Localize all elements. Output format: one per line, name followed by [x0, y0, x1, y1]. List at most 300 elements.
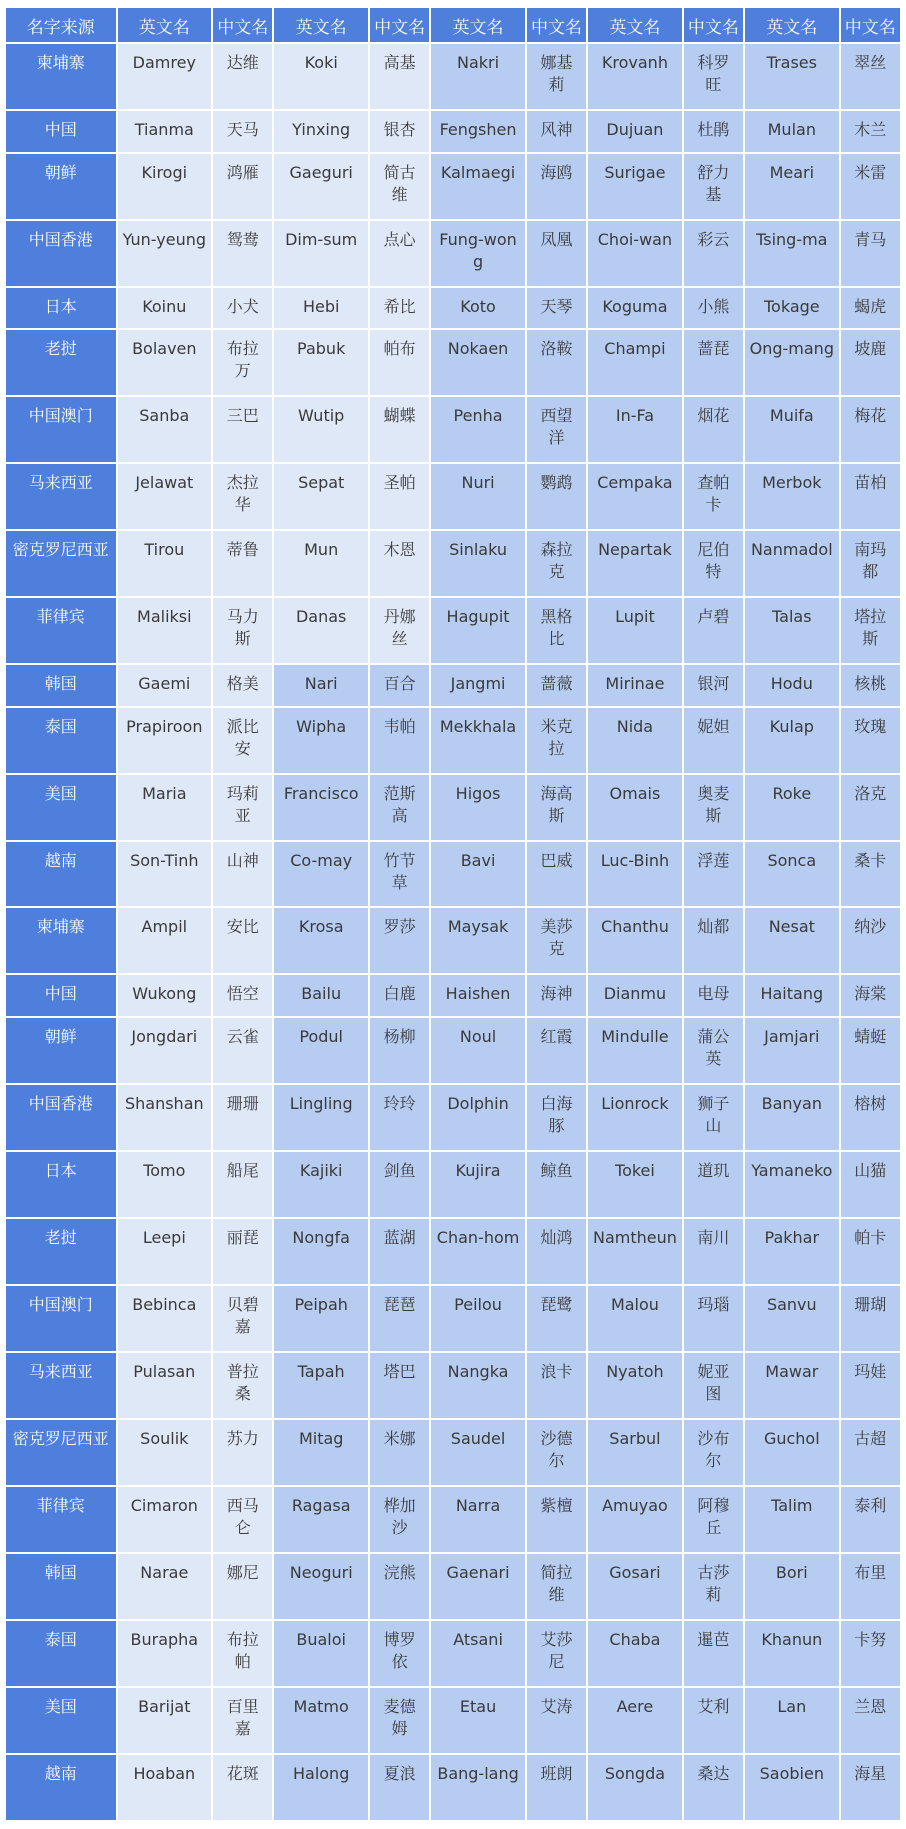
- english-name-cell: Ong-mang: [745, 330, 839, 395]
- chinese-name-cell: 山猫: [841, 1152, 900, 1217]
- english-name-cell: Sanvu: [745, 1286, 839, 1351]
- english-name-cell: Guchol: [745, 1420, 839, 1485]
- table-row: [6, 908, 900, 973]
- english-name-cell: Prapiroon: [118, 708, 212, 773]
- chinese-name-cell: 海神: [527, 975, 586, 1016]
- english-name-cell: Chaba: [588, 1621, 682, 1686]
- english-name-cell: Bolaven: [118, 330, 212, 395]
- table-row: [6, 1621, 900, 1686]
- chinese-name-cell: 塔拉斯: [841, 598, 900, 663]
- english-name-cell: Trases: [745, 44, 839, 109]
- origin-cell: 密克罗尼西亚: [6, 1420, 116, 1485]
- chinese-name-cell: 暹芭: [684, 1621, 743, 1686]
- chinese-name-cell: 查帕卡: [684, 464, 743, 529]
- chinese-name-cell: 班朗: [527, 1755, 586, 1820]
- chinese-name-cell: 森拉克: [527, 531, 586, 596]
- english-name-cell: Nakri: [431, 44, 525, 109]
- chinese-name-cell: 奥麦斯: [684, 775, 743, 840]
- english-name-cell: Tsing-ma: [745, 221, 839, 286]
- english-name-cell: Bori: [745, 1554, 839, 1619]
- chinese-name-cell: 达维: [213, 44, 272, 109]
- chinese-name-cell: 艾涛: [527, 1688, 586, 1753]
- english-name-cell: Neoguri: [274, 1554, 368, 1619]
- origin-cell: 老挝: [6, 1219, 116, 1284]
- chinese-name-cell: 米雷: [841, 154, 900, 219]
- chinese-name-cell: 米娜: [370, 1420, 429, 1485]
- column-header-english: 英文名: [745, 8, 839, 42]
- english-name-cell: Wukong: [118, 975, 212, 1016]
- chinese-name-cell: 三巴: [213, 397, 272, 462]
- table-row: [6, 1554, 900, 1619]
- english-name-cell: Champi: [588, 330, 682, 395]
- english-name-cell: Maria: [118, 775, 212, 840]
- chinese-name-cell: 梅花: [841, 397, 900, 462]
- origin-cell: 中国香港: [6, 221, 116, 286]
- typhoon-names-table-container: [4, 6, 902, 1822]
- english-name-cell: Saudel: [431, 1420, 525, 1485]
- chinese-name-cell: 道玑: [684, 1152, 743, 1217]
- english-name-cell: Mindulle: [588, 1018, 682, 1083]
- origin-cell: 中国: [6, 975, 116, 1016]
- english-name-cell: Higos: [431, 775, 525, 840]
- english-name-cell: Nongfa: [274, 1219, 368, 1284]
- chinese-name-cell: 古超: [841, 1420, 900, 1485]
- origin-cell: 柬埔寨: [6, 44, 116, 109]
- english-name-cell: Koguma: [588, 288, 682, 329]
- english-name-cell: Lionrock: [588, 1085, 682, 1150]
- origin-cell: 马来西亚: [6, 1353, 116, 1418]
- chinese-name-cell: 西马仑: [213, 1487, 272, 1552]
- english-name-cell: Muifa: [745, 397, 839, 462]
- english-name-cell: Tapah: [274, 1353, 368, 1418]
- chinese-name-cell: 坡鹿: [841, 330, 900, 395]
- english-name-cell: Nyatoh: [588, 1353, 682, 1418]
- english-name-cell: Atsani: [431, 1621, 525, 1686]
- english-name-cell: Dianmu: [588, 975, 682, 1016]
- english-name-cell: Sinlaku: [431, 531, 525, 596]
- column-header-english: 英文名: [431, 8, 525, 42]
- chinese-name-cell: 韦帕: [370, 708, 429, 773]
- table-row: [6, 397, 900, 462]
- origin-cell: 泰国: [6, 708, 116, 773]
- english-name-cell: Koki: [274, 44, 368, 109]
- origin-cell: 马来西亚: [6, 464, 116, 529]
- chinese-name-cell: 浣熊: [370, 1554, 429, 1619]
- chinese-name-cell: 艾莎尼: [527, 1621, 586, 1686]
- chinese-name-cell: 海高斯: [527, 775, 586, 840]
- chinese-name-cell: 普拉桑: [213, 1353, 272, 1418]
- chinese-name-cell: 贝碧嘉: [213, 1286, 272, 1351]
- chinese-name-cell: 蓝湖: [370, 1219, 429, 1284]
- chinese-name-cell: 鸿雁: [213, 154, 272, 219]
- chinese-name-cell: 高基: [370, 44, 429, 109]
- chinese-name-cell: 银杏: [370, 111, 429, 152]
- english-name-cell: Wipha: [274, 708, 368, 773]
- english-name-cell: Hagupit: [431, 598, 525, 663]
- english-name-cell: Peilou: [431, 1286, 525, 1351]
- english-name-cell: Mawar: [745, 1353, 839, 1418]
- chinese-name-cell: 塔巴: [370, 1353, 429, 1418]
- table-row: [6, 1353, 900, 1418]
- chinese-name-cell: 狮子山: [684, 1085, 743, 1150]
- chinese-name-cell: 浪卡: [527, 1353, 586, 1418]
- column-header-english: 英文名: [274, 8, 368, 42]
- chinese-name-cell: 蜻蜓: [841, 1018, 900, 1083]
- english-name-cell: Hodu: [745, 665, 839, 706]
- table-row: [6, 1755, 900, 1820]
- english-name-cell: Mekkhala: [431, 708, 525, 773]
- english-name-cell: Danas: [274, 598, 368, 663]
- table-row: [6, 154, 900, 219]
- origin-cell: 中国: [6, 111, 116, 152]
- chinese-name-cell: 杜鹃: [684, 111, 743, 152]
- english-name-cell: Sonca: [745, 842, 839, 907]
- origin-cell: 日本: [6, 288, 116, 329]
- origin-cell: 菲律宾: [6, 1487, 116, 1552]
- english-name-cell: Pabuk: [274, 330, 368, 395]
- chinese-name-cell: 蔷琵: [684, 330, 743, 395]
- english-name-cell: Maysak: [431, 908, 525, 973]
- english-name-cell: Bebinca: [118, 1286, 212, 1351]
- chinese-name-cell: 泰利: [841, 1487, 900, 1552]
- chinese-name-cell: 紫檀: [527, 1487, 586, 1552]
- table-row: [6, 221, 900, 286]
- english-name-cell: Koto: [431, 288, 525, 329]
- chinese-name-cell: 黑格比: [527, 598, 586, 663]
- chinese-name-cell: 天琴: [527, 288, 586, 329]
- english-name-cell: Sanba: [118, 397, 212, 462]
- table-row: [6, 464, 900, 529]
- chinese-name-cell: 悟空: [213, 975, 272, 1016]
- origin-cell: 中国澳门: [6, 397, 116, 462]
- english-name-cell: Tokei: [588, 1152, 682, 1217]
- english-name-cell: Haishen: [431, 975, 525, 1016]
- chinese-name-cell: 科罗旺: [684, 44, 743, 109]
- chinese-name-cell: 翠丝: [841, 44, 900, 109]
- typhoon-names-table: [4, 6, 902, 1822]
- chinese-name-cell: 小熊: [684, 288, 743, 329]
- chinese-name-cell: 海棠: [841, 975, 900, 1016]
- chinese-name-cell: 灿都: [684, 908, 743, 973]
- table-row: [6, 1018, 900, 1083]
- english-name-cell: Jamjari: [745, 1018, 839, 1083]
- chinese-name-cell: 米克拉: [527, 708, 586, 773]
- english-name-cell: Nanmadol: [745, 531, 839, 596]
- chinese-name-cell: 彩云: [684, 221, 743, 286]
- chinese-name-cell: 电母: [684, 975, 743, 1016]
- column-header-chinese: 中文名: [213, 8, 272, 42]
- chinese-name-cell: 范斯高: [370, 775, 429, 840]
- column-header-chinese: 中文名: [527, 8, 586, 42]
- english-name-cell: Nari: [274, 665, 368, 706]
- chinese-name-cell: 杰拉华: [213, 464, 272, 529]
- origin-cell: 密克罗尼西亚: [6, 531, 116, 596]
- chinese-name-cell: 珊珊: [213, 1085, 272, 1150]
- english-name-cell: Lan: [745, 1688, 839, 1753]
- chinese-name-cell: 百里嘉: [213, 1688, 272, 1753]
- chinese-name-cell: 洛克: [841, 775, 900, 840]
- english-name-cell: Talim: [745, 1487, 839, 1552]
- chinese-name-cell: 灿鸿: [527, 1219, 586, 1284]
- table-row: [6, 1487, 900, 1552]
- chinese-name-cell: 竹节草: [370, 842, 429, 907]
- chinese-name-cell: 桦加沙: [370, 1487, 429, 1552]
- chinese-name-cell: 马力斯: [213, 598, 272, 663]
- english-name-cell: Dim-sum: [274, 221, 368, 286]
- english-name-cell: Cimaron: [118, 1487, 212, 1552]
- origin-cell: 韩国: [6, 1554, 116, 1619]
- chinese-name-cell: 派比安: [213, 708, 272, 773]
- chinese-name-cell: 格美: [213, 665, 272, 706]
- english-name-cell: Yamaneko: [745, 1152, 839, 1217]
- chinese-name-cell: 蝎虎: [841, 288, 900, 329]
- column-header-origin: 名字来源: [6, 8, 116, 42]
- chinese-name-cell: 蝴蝶: [370, 397, 429, 462]
- english-name-cell: Krosa: [274, 908, 368, 973]
- english-name-cell: Nokaen: [431, 330, 525, 395]
- origin-cell: 越南: [6, 1755, 116, 1820]
- chinese-name-cell: 苗柏: [841, 464, 900, 529]
- chinese-name-cell: 海鸥: [527, 154, 586, 219]
- english-name-cell: Meari: [745, 154, 839, 219]
- origin-cell: 菲律宾: [6, 598, 116, 663]
- english-name-cell: Mulan: [745, 111, 839, 152]
- chinese-name-cell: 海星: [841, 1755, 900, 1820]
- chinese-name-cell: 简古维: [370, 154, 429, 219]
- chinese-name-cell: 博罗依: [370, 1621, 429, 1686]
- english-name-cell: Son-Tinh: [118, 842, 212, 907]
- table-row: [6, 288, 900, 329]
- chinese-name-cell: 丹娜丝: [370, 598, 429, 663]
- english-name-cell: Maliksi: [118, 598, 212, 663]
- chinese-name-cell: 风神: [527, 111, 586, 152]
- table-row: [6, 598, 900, 663]
- chinese-name-cell: 娜尼: [213, 1554, 272, 1619]
- chinese-name-cell: 天马: [213, 111, 272, 152]
- table-row: [6, 531, 900, 596]
- chinese-name-cell: 红霞: [527, 1018, 586, 1083]
- chinese-name-cell: 木兰: [841, 111, 900, 152]
- origin-cell: 老挝: [6, 330, 116, 395]
- english-name-cell: Halong: [274, 1755, 368, 1820]
- english-name-cell: Francisco: [274, 775, 368, 840]
- header-row: [6, 8, 900, 42]
- origin-cell: 柬埔寨: [6, 908, 116, 973]
- chinese-name-cell: 玛莉亚: [213, 775, 272, 840]
- chinese-name-cell: 剑鱼: [370, 1152, 429, 1217]
- origin-cell: 越南: [6, 842, 116, 907]
- origin-cell: 韩国: [6, 665, 116, 706]
- english-name-cell: Bang-lang: [431, 1755, 525, 1820]
- english-name-cell: Ragasa: [274, 1487, 368, 1552]
- english-name-cell: Bualoi: [274, 1621, 368, 1686]
- english-name-cell: Kajiki: [274, 1152, 368, 1217]
- chinese-name-cell: 丽琵: [213, 1219, 272, 1284]
- chinese-name-cell: 琵琶: [370, 1286, 429, 1351]
- table-row: [6, 975, 900, 1016]
- english-name-cell: Noul: [431, 1018, 525, 1083]
- english-name-cell: Cempaka: [588, 464, 682, 529]
- table-row: [6, 1085, 900, 1150]
- chinese-name-cell: 鲸鱼: [527, 1152, 586, 1217]
- chinese-name-cell: 小犬: [213, 288, 272, 329]
- chinese-name-cell: 蔷薇: [527, 665, 586, 706]
- chinese-name-cell: 云雀: [213, 1018, 272, 1083]
- english-name-cell: Bavi: [431, 842, 525, 907]
- english-name-cell: Mitag: [274, 1420, 368, 1485]
- chinese-name-cell: 美莎克: [527, 908, 586, 973]
- column-header-chinese: 中文名: [370, 8, 429, 42]
- chinese-name-cell: 尼伯特: [684, 531, 743, 596]
- chinese-name-cell: 巴威: [527, 842, 586, 907]
- table-row: [6, 330, 900, 395]
- english-name-cell: Fengshen: [431, 111, 525, 152]
- english-name-cell: Yinxing: [274, 111, 368, 152]
- english-name-cell: Jongdari: [118, 1018, 212, 1083]
- english-name-cell: Leepi: [118, 1219, 212, 1284]
- english-name-cell: Kirogi: [118, 154, 212, 219]
- english-name-cell: Chanthu: [588, 908, 682, 973]
- english-name-cell: Barijat: [118, 1688, 212, 1753]
- chinese-name-cell: 阿穆丘: [684, 1487, 743, 1552]
- english-name-cell: Nida: [588, 708, 682, 773]
- english-name-cell: Soulik: [118, 1420, 212, 1485]
- english-name-cell: Koinu: [118, 288, 212, 329]
- column-header-chinese: 中文名: [684, 8, 743, 42]
- table-row: [6, 708, 900, 773]
- english-name-cell: Mirinae: [588, 665, 682, 706]
- origin-cell: 泰国: [6, 1621, 116, 1686]
- origin-cell: 美国: [6, 775, 116, 840]
- origin-cell: 中国香港: [6, 1085, 116, 1150]
- chinese-name-cell: 安比: [213, 908, 272, 973]
- english-name-cell: Narra: [431, 1487, 525, 1552]
- english-name-cell: Haitang: [745, 975, 839, 1016]
- chinese-name-cell: 古莎莉: [684, 1554, 743, 1619]
- table-row: [6, 842, 900, 907]
- english-name-cell: Songda: [588, 1755, 682, 1820]
- english-name-cell: Gaenari: [431, 1554, 525, 1619]
- english-name-cell: Jangmi: [431, 665, 525, 706]
- english-name-cell: Khanun: [745, 1621, 839, 1686]
- english-name-cell: Lupit: [588, 598, 682, 663]
- origin-cell: 中国澳门: [6, 1286, 116, 1351]
- english-name-cell: Burapha: [118, 1621, 212, 1686]
- chinese-name-cell: 妮亚图: [684, 1353, 743, 1418]
- origin-cell: 日本: [6, 1152, 116, 1217]
- chinese-name-cell: 玛娃: [841, 1353, 900, 1418]
- chinese-name-cell: 卢碧: [684, 598, 743, 663]
- chinese-name-cell: 珊瑚: [841, 1286, 900, 1351]
- english-name-cell: Choi-wan: [588, 221, 682, 286]
- english-name-cell: Nesat: [745, 908, 839, 973]
- chinese-name-cell: 布里: [841, 1554, 900, 1619]
- english-name-cell: Mun: [274, 531, 368, 596]
- chinese-name-cell: 洛鞍: [527, 330, 586, 395]
- chinese-name-cell: 布拉帕: [213, 1621, 272, 1686]
- english-name-cell: Gaeguri: [274, 154, 368, 219]
- english-name-cell: Luc-Binh: [588, 842, 682, 907]
- chinese-name-cell: 沙布尔: [684, 1420, 743, 1485]
- chinese-name-cell: 百合: [370, 665, 429, 706]
- english-name-cell: Nangka: [431, 1353, 525, 1418]
- chinese-name-cell: 帕卡: [841, 1219, 900, 1284]
- chinese-name-cell: 玛瑙: [684, 1286, 743, 1351]
- chinese-name-cell: 简拉维: [527, 1554, 586, 1619]
- chinese-name-cell: 布拉万: [213, 330, 272, 395]
- english-name-cell: Tirou: [118, 531, 212, 596]
- table-body: [6, 44, 900, 1820]
- origin-cell: 美国: [6, 1688, 116, 1753]
- english-name-cell: Talas: [745, 598, 839, 663]
- chinese-name-cell: 希比: [370, 288, 429, 329]
- table-row: [6, 1152, 900, 1217]
- english-name-cell: Surigae: [588, 154, 682, 219]
- chinese-name-cell: 木恩: [370, 531, 429, 596]
- english-name-cell: Banyan: [745, 1085, 839, 1150]
- english-name-cell: Nuri: [431, 464, 525, 529]
- table-row: [6, 1688, 900, 1753]
- chinese-name-cell: 船尾: [213, 1152, 272, 1217]
- chinese-name-cell: 舒力基: [684, 154, 743, 219]
- english-name-cell: Peipah: [274, 1286, 368, 1351]
- english-name-cell: Bailu: [274, 975, 368, 1016]
- english-name-cell: Penha: [431, 397, 525, 462]
- english-name-cell: Kujira: [431, 1152, 525, 1217]
- english-name-cell: In-Fa: [588, 397, 682, 462]
- chinese-name-cell: 点心: [370, 221, 429, 286]
- chinese-name-cell: 西望洋: [527, 397, 586, 462]
- english-name-cell: Saobien: [745, 1755, 839, 1820]
- english-name-cell: Amuyao: [588, 1487, 682, 1552]
- column-header-chinese: 中文名: [841, 8, 900, 42]
- chinese-name-cell: 麦德姆: [370, 1688, 429, 1753]
- english-name-cell: Matmo: [274, 1688, 368, 1753]
- chinese-name-cell: 银河: [684, 665, 743, 706]
- english-name-cell: Chan-hom: [431, 1219, 525, 1284]
- chinese-name-cell: 沙德尔: [527, 1420, 586, 1485]
- english-name-cell: Narae: [118, 1554, 212, 1619]
- chinese-name-cell: 玫瑰: [841, 708, 900, 773]
- english-name-cell: Hoaban: [118, 1755, 212, 1820]
- chinese-name-cell: 圣帕: [370, 464, 429, 529]
- chinese-name-cell: 凤凰: [527, 221, 586, 286]
- chinese-name-cell: 琵鹭: [527, 1286, 586, 1351]
- english-name-cell: Damrey: [118, 44, 212, 109]
- chinese-name-cell: 娜基莉: [527, 44, 586, 109]
- chinese-name-cell: 鸳鸯: [213, 221, 272, 286]
- english-name-cell: Kulap: [745, 708, 839, 773]
- english-name-cell: Dolphin: [431, 1085, 525, 1150]
- english-name-cell: Gaemi: [118, 665, 212, 706]
- table-row: [6, 44, 900, 109]
- origin-cell: 朝鲜: [6, 1018, 116, 1083]
- origin-cell: 朝鲜: [6, 154, 116, 219]
- chinese-name-cell: 核桃: [841, 665, 900, 706]
- english-name-cell: Roke: [745, 775, 839, 840]
- chinese-name-cell: 玲玲: [370, 1085, 429, 1150]
- chinese-name-cell: 苏力: [213, 1420, 272, 1485]
- english-name-cell: Podul: [274, 1018, 368, 1083]
- chinese-name-cell: 烟花: [684, 397, 743, 462]
- english-name-cell: Hebi: [274, 288, 368, 329]
- english-name-cell: Co-may: [274, 842, 368, 907]
- english-name-cell: Yun-yeung: [118, 221, 212, 286]
- table-row: [6, 1420, 900, 1485]
- column-header-english: 英文名: [118, 8, 212, 42]
- chinese-name-cell: 浮莲: [684, 842, 743, 907]
- english-name-cell: Dujuan: [588, 111, 682, 152]
